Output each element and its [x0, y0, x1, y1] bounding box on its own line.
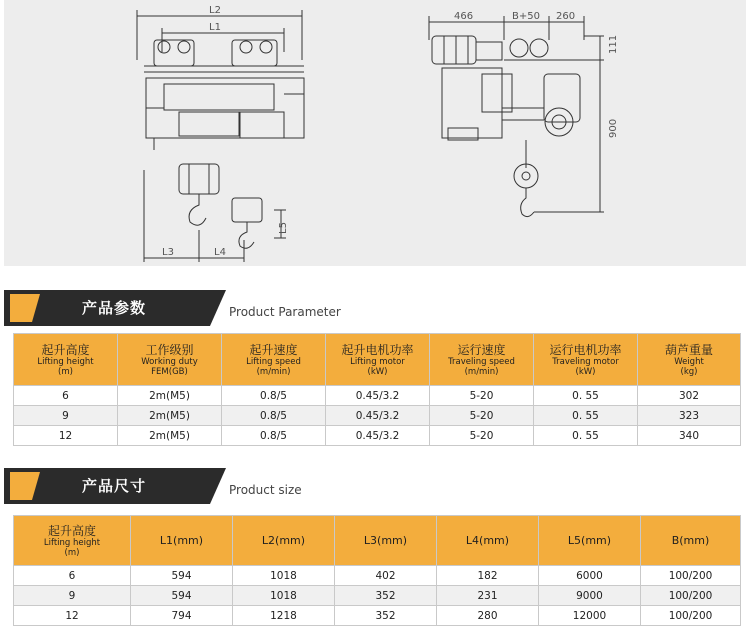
dim-111-label: 111	[608, 34, 619, 54]
table-header-row	[14, 334, 741, 386]
table-cell: 12000	[539, 606, 641, 626]
product-parameter-table	[13, 333, 741, 446]
table-cell: 1018	[233, 566, 335, 586]
table-cell: 340	[638, 426, 741, 446]
table-cell: 9	[14, 406, 118, 426]
header-working-duty: 工作级别 Working duty FEM(GB)	[118, 334, 222, 386]
table-cell: 402	[335, 566, 437, 586]
table-cell: 6	[14, 566, 131, 586]
table-cell: 0. 55	[534, 406, 638, 426]
table-cell: 594	[131, 586, 233, 606]
table-cell: 9000	[539, 586, 641, 606]
table-cell: 0.45/3.2	[326, 426, 430, 446]
table-cell: 0.8/5	[222, 386, 326, 406]
table-row	[14, 426, 741, 446]
table-row	[14, 386, 741, 406]
table-cell: 100/200	[641, 586, 741, 606]
table-cell: 794	[131, 606, 233, 626]
table-cell: 5-20	[430, 426, 534, 446]
table-cell: 6000	[539, 566, 641, 586]
table-cell: 5-20	[430, 406, 534, 426]
header-b: B(mm)	[641, 516, 741, 566]
header-l5: L5(mm)	[539, 516, 641, 566]
table-cell: 352	[335, 586, 437, 606]
table-cell: 2m(M5)	[118, 386, 222, 406]
table-cell: 0.8/5	[222, 406, 326, 426]
section-title-en: Product Parameter	[229, 305, 341, 319]
section-title-cn: 产品尺寸	[82, 477, 147, 495]
table-cell: 100/200	[641, 566, 741, 586]
header-weight: 葫芦重量 Weight (kg)	[638, 334, 741, 386]
section-title-en: Product size	[229, 483, 302, 497]
header-traveling-motor: 运行电机功率 Traveling motor (kW)	[534, 334, 638, 386]
product-size-table	[13, 515, 741, 626]
table-cell: 0.8/5	[222, 426, 326, 446]
section-header-parameters	[4, 290, 364, 328]
table-cell: 0. 55	[534, 386, 638, 406]
dim-l4-label: L4	[214, 247, 226, 258]
table-row	[14, 566, 741, 586]
header-lifting-speed: 起升速度 Lifting speed (m/min)	[222, 334, 326, 386]
table-cell: 231	[437, 586, 539, 606]
table-cell: 0.45/3.2	[326, 406, 430, 426]
table-row	[14, 606, 741, 626]
section-title-cn: 产品参数	[82, 299, 147, 317]
table-cell: 323	[638, 406, 741, 426]
header-l4: L4(mm)	[437, 516, 539, 566]
dim-260-label: 260	[556, 11, 576, 22]
header-lifting-height: 起升高度 Lifting height (m)	[14, 334, 118, 386]
dim-l1-label: L1	[209, 22, 221, 33]
section-header-size	[4, 468, 364, 506]
header-lifting-height: 起升高度 Lifting height (m)	[14, 516, 131, 566]
table-cell: 5-20	[430, 386, 534, 406]
table-cell: 12	[14, 426, 118, 446]
table-cell: 352	[335, 606, 437, 626]
dim-900-label: 900	[608, 118, 619, 138]
table-cell: 0. 55	[534, 426, 638, 446]
dim-l3-label: L3	[162, 247, 174, 258]
table-cell: 182	[437, 566, 539, 586]
table-header-row	[14, 516, 741, 566]
dim-l5-label: L5	[278, 222, 289, 234]
header-lifting-motor: 起升电机功率 Lifting motor (kW)	[326, 334, 430, 386]
table-cell: 280	[437, 606, 539, 626]
table-cell: 2m(M5)	[118, 426, 222, 446]
table-cell: 6	[14, 386, 118, 406]
dim-b50-label: B+50	[512, 11, 540, 22]
header-l3: L3(mm)	[335, 516, 437, 566]
header-l2: L2(mm)	[233, 516, 335, 566]
table-cell: 0.45/3.2	[326, 386, 430, 406]
dim-l2-label: L2	[209, 5, 221, 16]
table-cell: 1218	[233, 606, 335, 626]
table-cell: 302	[638, 386, 741, 406]
table-cell: 100/200	[641, 606, 741, 626]
table-row	[14, 406, 741, 426]
technical-drawing	[4, 0, 746, 266]
table-cell: 9	[14, 586, 131, 606]
hoist-drawing-svg	[4, 0, 746, 266]
header-traveling-speed: 运行速度 Traveling speed (m/min)	[430, 334, 534, 386]
table-cell: 2m(M5)	[118, 406, 222, 426]
table-cell: 594	[131, 566, 233, 586]
header-l1: L1(mm)	[131, 516, 233, 566]
table-row	[14, 586, 741, 606]
table-cell: 12	[14, 606, 131, 626]
table-cell: 1018	[233, 586, 335, 606]
dim-466-label: 466	[454, 11, 474, 22]
